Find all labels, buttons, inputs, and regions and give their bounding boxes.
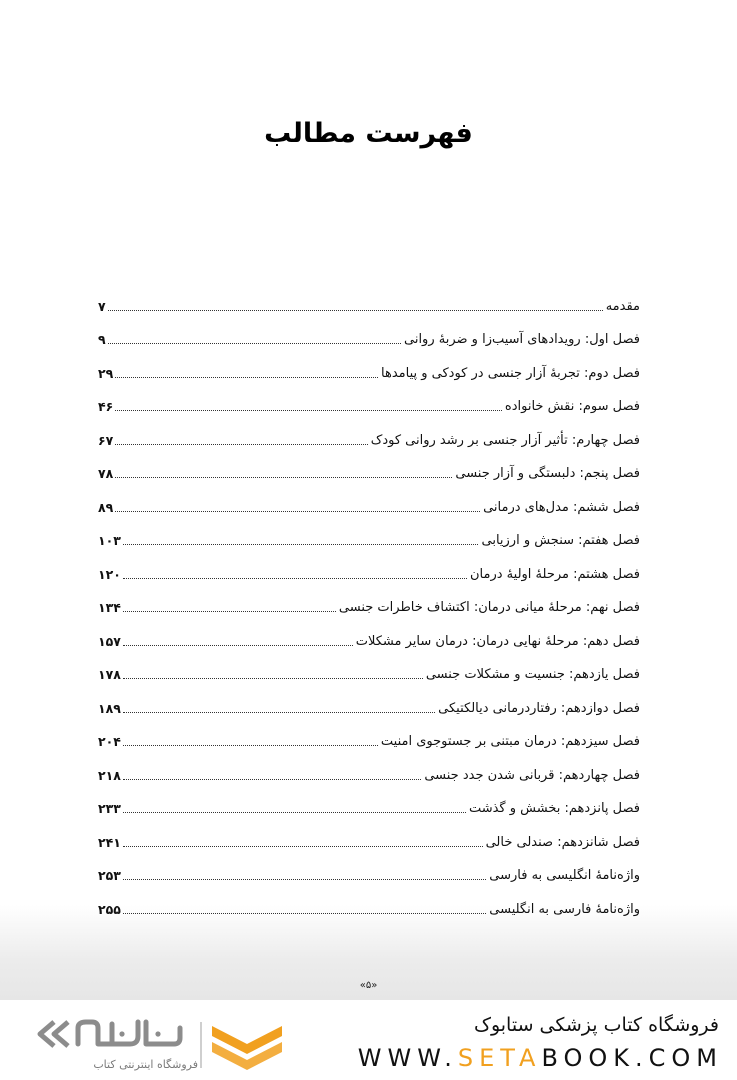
toc-entry-page: ۲۹ (98, 365, 114, 381)
toc-dot-leader (123, 879, 486, 880)
toc-dot-leader (123, 745, 378, 746)
toc-entry-label: فصل ششم: مدل‌های درمانی (483, 499, 640, 515)
toc-entry-page: ۲۴۱ (98, 834, 121, 850)
toc-dot-leader (123, 578, 467, 579)
toc-entry-label: فصل پانزدهم: بخشش و گذشت (468, 801, 640, 816)
toc-entry-label: فصل نهم: مرحلهٔ میانی درمان: اکتشاف خاطرات جنسی (338, 600, 640, 615)
toc-entry-label: فصل شانزدهم: صندلی خالی (485, 834, 640, 850)
toc-entry[interactable] (98, 349, 640, 383)
toc-entry-page: ۹ (98, 332, 106, 347)
store-footer-banner (0, 1000, 737, 1080)
setabook-logo-wordmark (34, 1014, 184, 1054)
toc-entry-label: فصل سیزدهم: درمان مبتنی بر جستوجوی امنیت (380, 734, 640, 749)
toc-entry-label: فصل هشتم: مرحلهٔ اولیهٔ درمان (470, 566, 640, 582)
toc-entry[interactable] (98, 852, 640, 886)
toc-entry[interactable] (98, 785, 640, 819)
toc-entry-page: ۲۱۸ (98, 767, 121, 783)
toc-entry-label: فصل یازدهم: جنسیت و مشکلات جنسی (425, 667, 640, 682)
toc-dot-leader (123, 678, 423, 679)
toc-dot-leader (123, 544, 479, 545)
logo-divider (200, 1022, 202, 1068)
toc-dot-leader (123, 846, 483, 847)
toc-entry-label: فصل سوم: نقش خانواده (504, 399, 640, 414)
toc-entry-page: ۶۷ (98, 432, 114, 448)
toc-entry[interactable] (98, 818, 640, 852)
toc-dot-leader (108, 310, 603, 311)
page-number: «۵» (359, 980, 378, 991)
toc-entry[interactable] (98, 718, 640, 752)
logo-tagline: فروشگاه اینترنتی کتاب (93, 1058, 198, 1071)
toc-dot-leader (123, 779, 421, 780)
toc-dot-leader (115, 410, 502, 411)
toc-entry-page: ۱۷۸ (98, 667, 121, 682)
toc-entry[interactable] (98, 651, 640, 685)
store-url-suffix: BOOK.COM (541, 1044, 723, 1072)
toc-entry-page: ۱۸۹ (98, 700, 121, 716)
toc-dot-leader (123, 645, 353, 646)
toc-entry-label: فصل دوم: تجربهٔ آزار جنسی در کودکی و پیامدها (381, 365, 640, 381)
toc-dot-leader (123, 812, 466, 813)
toc-entry-label: فصل دوازدهم: رفتاردرمانی دیالکتیکی (438, 700, 640, 716)
toc-entry-page: ۸۹ (98, 499, 114, 515)
toc-entry[interactable] (98, 383, 640, 417)
toc-entry-page: ۲۳۳ (98, 801, 121, 816)
toc-entry-label: فصل چهاردهم: قربانی شدن جدد جنسی (424, 767, 640, 783)
toc-entry-label: واژه‌نامهٔ انگلیسی به فارسی (489, 868, 640, 883)
toc-entry[interactable] (98, 684, 640, 718)
store-url[interactable] (358, 1044, 723, 1072)
toc-entry[interactable] (98, 316, 640, 350)
store-title: فروشگاه کتاب پزشکی ستابوک (473, 1014, 719, 1036)
toc-entry-page: ۲۰۴ (98, 734, 121, 749)
toc-entry-page: ۷۸ (98, 466, 114, 481)
toc-dot-leader (115, 477, 452, 478)
toc-entry-label: فصل چهارم: تأثیر آزار جنسی بر رشد روانی کودک (370, 432, 640, 448)
toc-entry-page: ۱۰۳ (98, 533, 121, 548)
toc-dot-leader (123, 913, 486, 914)
toc-entry-page: ۱۲۰ (98, 566, 121, 582)
toc-dot-leader (123, 712, 435, 713)
toc-entry-page: ۲۵۳ (98, 868, 121, 883)
toc-dot-leader (115, 444, 367, 445)
store-url-accent: SETA (457, 1044, 542, 1072)
toc-entry-label: فصل اول: رویدادهای آسیب‌زا و ضربهٔ روانی (403, 332, 640, 347)
toc-dot-leader (115, 377, 378, 378)
toc-entry-page: ۷ (98, 298, 106, 314)
toc-entry[interactable] (98, 550, 640, 584)
toc-entry-label: مقدمه (605, 298, 640, 314)
toc-entry-page: ۲۵۵ (98, 901, 121, 917)
toc-entry-label: فصل پنجم: دلبستگی و آزار جنسی (455, 466, 640, 481)
toc-entry[interactable] (98, 885, 640, 919)
toc-dot-leader (123, 611, 336, 612)
table-of-contents (98, 282, 640, 919)
toc-entry-page: ۱۳۴ (98, 600, 121, 615)
toc-entry-page: ۴۶ (98, 399, 114, 414)
toc-dot-leader (108, 343, 401, 344)
toc-entry[interactable] (98, 282, 640, 316)
toc-dot-leader (115, 511, 480, 512)
toc-entry[interactable] (98, 584, 640, 618)
toc-entry-page: ۱۵۷ (98, 633, 121, 649)
toc-entry-label: فصل دهم: مرحلهٔ نهایی درمان: درمان سایر مشکلات (355, 633, 640, 649)
toc-entry[interactable] (98, 483, 640, 517)
toc-entry[interactable] (98, 751, 640, 785)
toc-entry-label: فصل هفتم: سنجش و ارزیابی (481, 533, 640, 548)
page-title: فهرست مطالب (264, 118, 473, 149)
toc-entry[interactable] (98, 450, 640, 484)
toc-entry[interactable] (98, 416, 640, 450)
toc-entry[interactable] (98, 517, 640, 551)
store-url-prefix: WWW. (357, 1044, 458, 1072)
toc-entry[interactable] (98, 617, 640, 651)
toc-entry-label: واژه‌نامهٔ فارسی به انگلیسی (489, 901, 640, 917)
setabook-logo-chevron-icon (208, 1020, 286, 1070)
